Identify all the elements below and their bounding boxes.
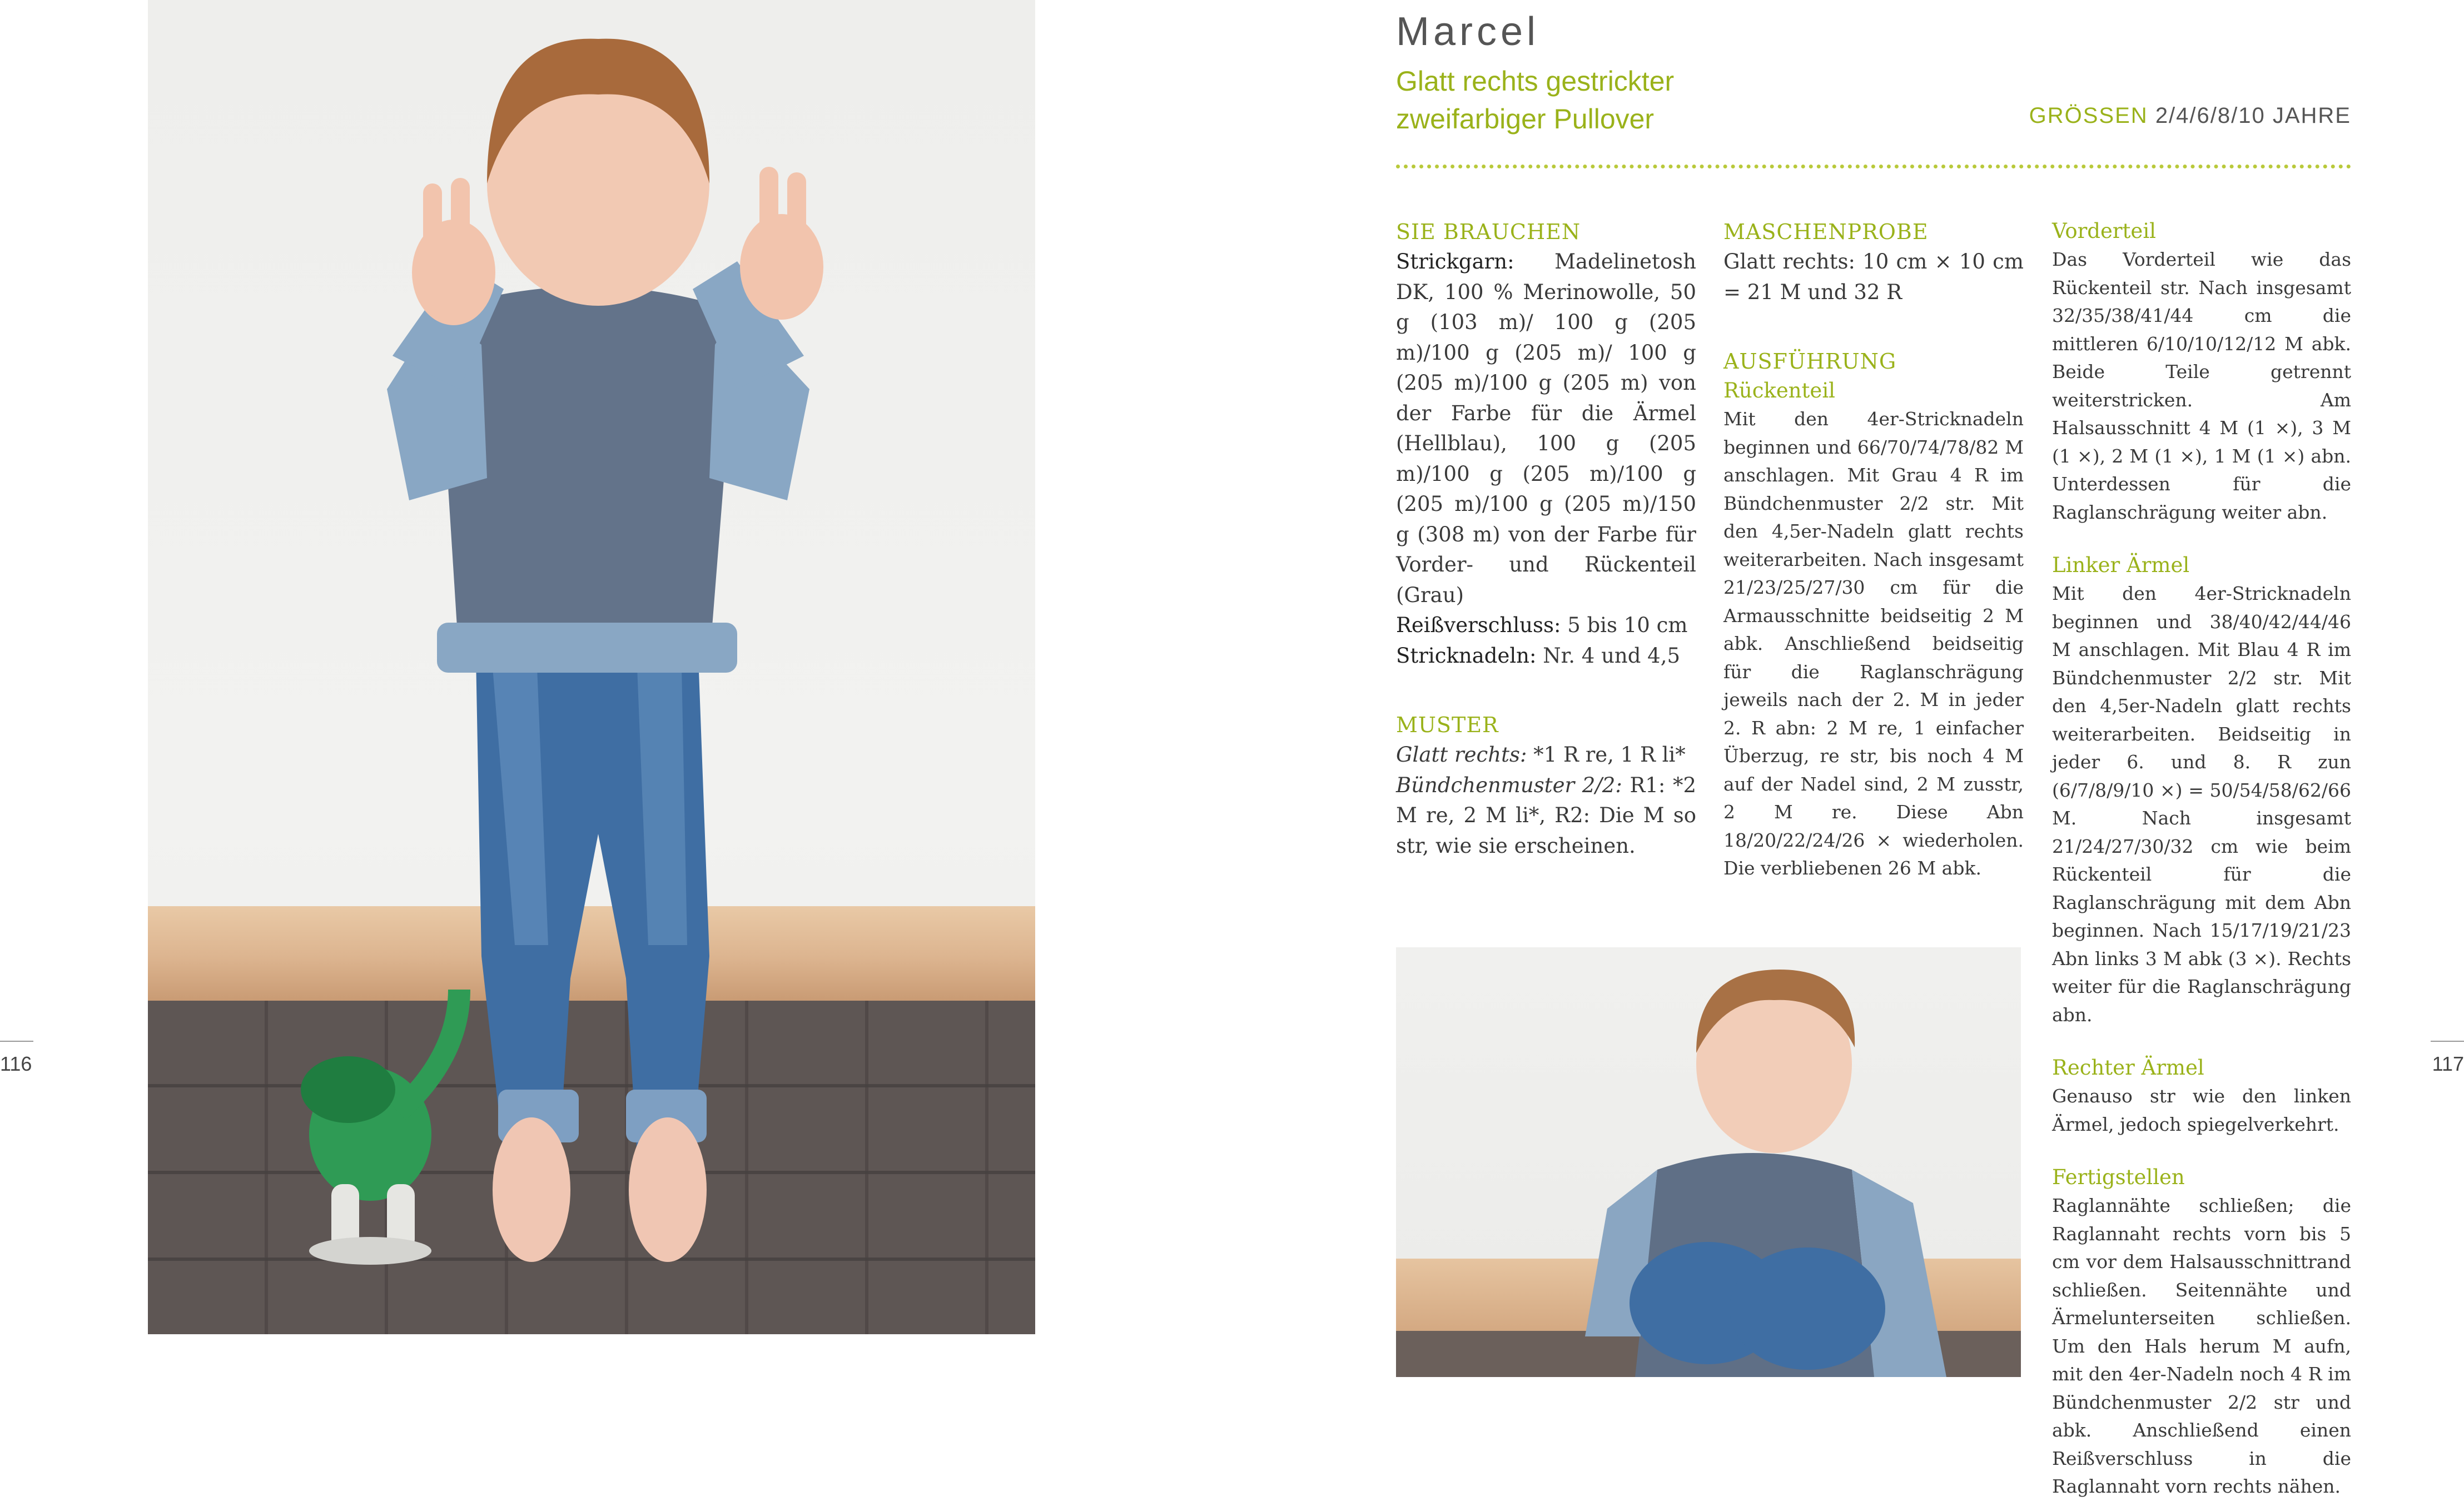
child-figure-illustration bbox=[148, 0, 1035, 1334]
subheading-finishing: Fertigstellen bbox=[2052, 1165, 2185, 1189]
sizes-info bbox=[2029, 103, 2351, 128]
rib-label: Bündchenmuster 2/2: bbox=[1396, 773, 1622, 797]
heading-instructions: AUSFÜHRUNG bbox=[1723, 349, 1897, 374]
stockinette-text: *1 R re, 1 R li* bbox=[1527, 743, 1686, 767]
column-gauge-instructions bbox=[1723, 217, 2024, 883]
gauge-text: Glatt rechts: 10 cm × 10 cm = 21 M und 32 R bbox=[1723, 250, 2024, 304]
stockinette-paragraph bbox=[1396, 740, 1696, 771]
rib-text: R1: *2 M re, 2 M li*, R2: Die M so str, wie sie erscheinen. bbox=[1396, 773, 1696, 858]
heading-gauge: MASCHENPROBE bbox=[1723, 220, 1929, 244]
pattern-subtitle bbox=[1396, 62, 1896, 138]
subheading-left-sleeve: Linker Ärmel bbox=[2052, 553, 2190, 577]
photo-child-sitting bbox=[1396, 947, 2021, 1377]
photo-child-standing bbox=[148, 0, 1035, 1334]
pattern-title: Marcel bbox=[1396, 9, 1540, 54]
needles-paragraph bbox=[1396, 641, 1696, 672]
yarn-label: Strickgarn: bbox=[1396, 250, 1514, 274]
right-sleeve-text: Genauso str wie den linken Ärmel, jedoch spiegelverkehrt. bbox=[2052, 1085, 2351, 1135]
subtitle-line-1: Glatt rechts gestrickter bbox=[1396, 66, 1675, 97]
rib-paragraph bbox=[1396, 771, 1696, 862]
subtitle-line-2: zweifarbiger Pullover bbox=[1396, 103, 1655, 135]
sitting-child-illustration bbox=[1396, 947, 2021, 1377]
sizes-label: GRÖSSEN bbox=[2029, 103, 2148, 128]
subheading-right-sleeve: Rechter Ärmel bbox=[2052, 1056, 2204, 1080]
finishing-text: Raglannähte schließen; die Raglannaht rechts vorn bis 5 cm vor dem Halsausschnittrand schließen. Seitennähte und Ärmelunterseiten schließen. Um den Hals herum M aufn, mit den 4er-Nadeln noch 4 R im Bündchenmuster 2/2 str und abk. Anschließend einen Reißverschluss in die Raglannaht vorn rechts nähen. bbox=[2052, 1195, 2351, 1497]
sizes-value: 2/4/6/8/10 JAHRE bbox=[2155, 103, 2351, 128]
yarn-paragraph bbox=[1396, 247, 1696, 610]
needles-text: Nr. 4 und 4,5 bbox=[1536, 643, 1681, 668]
dotted-divider bbox=[1396, 165, 2351, 168]
page-number-left: 116 bbox=[0, 1052, 32, 1075]
zipper-text: 5 bis 10 cm bbox=[1561, 613, 1688, 637]
left-sleeve-text: Mit den 4er-Stricknadeln beginnen und 38/40/42/44/46 M anschlagen. Mit Blau 4 R im Bündchenmuster 2/2 str. Mit den 4,5er-Nadeln glatt rechts weiterarbeiten. Beidseitig in jeder 6. und 8. R zun (6/7/8/9/10 ×) = 50/54/58/62/66 M. Nach insgesamt 21/24/27/30/32 cm wie beim Rückenteil für die Raglanschrägung mit dem Abn beginnen. Nach 15/17/19/21/23 Abn links 3 M abk (3 ×). Rechts weiter für die Raglanschrägung abn. bbox=[2052, 583, 2351, 1026]
needles-label: Stricknadeln: bbox=[1396, 643, 1537, 668]
folio-rule-left bbox=[0, 1041, 33, 1042]
zipper-label: Reißverschluss: bbox=[1396, 613, 1561, 637]
yarn-text: Madelinetosh DK, 100 % Merinowolle, 50 g (103 m)/ 100 g (205 m)/100 g (205 m)/ 100 g (205 m)/100 g (205 m) von der Farbe für die Ärmel (Hellblau), 100 g (205 m)/100 g (205 m)/100 g (205 m)/100 g (205 m)/150 g (308 m) von der Farbe für Vorder- und Rückenteil (Grau) bbox=[1396, 250, 1696, 607]
back-text: Mit den 4er-Stricknadeln beginnen und 66/70/74/78/82 M anschlagen. Mit Grau 4 R im Bündchenmuster 2/2 str. Mit den 4,5er-Nadeln glatt rechts weiterarbeiten. Nach insgesamt 21/23/25/27/30 cm für die Armausschnitte beidseitig 2 M abk. Anschließend beidseitig für die Raglanschrägung jeweils nach der 2. M in jeder 2. R abn: 2 M re, 1 einfacher Überzug, re str, bis noch 4 M auf der Nadel sind, 2 M zusstr, 2 M re. Diese Abn 18/20/22/24/26 × wiederholen. Die verbliebenen 26 M abk. bbox=[1723, 408, 2024, 879]
heading-materials: SIE BRAUCHEN bbox=[1396, 220, 1581, 244]
page-number-right: 117 bbox=[2432, 1052, 2464, 1075]
toy-dinosaur bbox=[301, 990, 459, 1265]
subheading-back: Rückenteil bbox=[1723, 379, 1835, 402]
zipper-paragraph bbox=[1396, 610, 1696, 641]
heading-pattern: MUSTER bbox=[1396, 713, 1499, 737]
column-front-sleeves bbox=[2052, 217, 2351, 1501]
front-text: Das Vorderteil wie das Rückenteil str. Nach insgesamt 32/35/38/41/44 cm die mittleren 6/10/10/12/12 M abk. Beide Teile getrennt weiterstricken. Am Halsausschnitt 4 M (1 ×), 3 M (1 ×), 2 M (1 ×), 1 M (1 ×) abn. Unterdessen für die Raglanschrägung weiter abn. bbox=[2052, 248, 2351, 523]
column-materials bbox=[1396, 217, 1696, 861]
stockinette-label: Glatt rechts: bbox=[1396, 743, 1527, 767]
folio-rule-right bbox=[2431, 1041, 2464, 1042]
subheading-front: Vorderteil bbox=[2052, 219, 2156, 243]
